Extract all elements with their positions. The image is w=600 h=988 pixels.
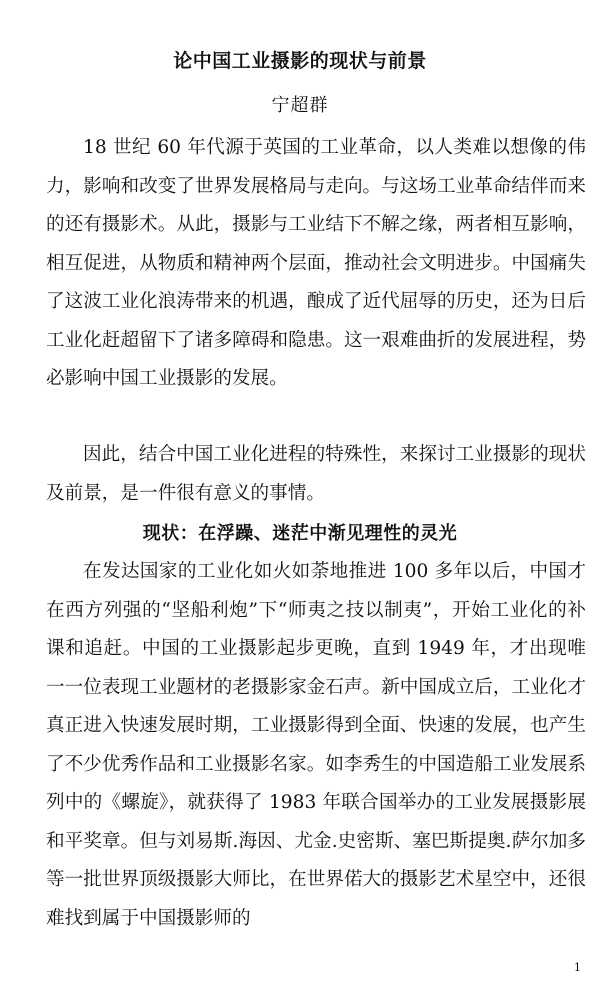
section-heading: 现状：在浮躁、迷茫中渐见理性的灵光 — [142, 523, 458, 544]
document-title: 论中国工业摄影的现状与前景 — [173, 50, 427, 72]
section-paragraph: 在发达国家的工业化如火如荼地推进 100 多年以后，中国才在西方列强的“坚船利炮”下“师夷之技以制夷”，开始工业化的补课和追赶。中国的工业摄影起步更晚，直到 1949 年，才出现唯一一位表现工业题材的老摄影家金石声。新中国成立后，工业化才真正进入快速发展时期，工业摄影得到全面、快速的发展，也产生了不少优秀作品和工业摄影名家。如李秀生的中国造船工业发展系列中的《螺旋》，就获得了 1983 年联合国举办的工业发展摄影展和平奖章。但与刘易斯.海因、尤金.史密斯、塞巴斯提奥.萨尔加多等一批世界顶级摄影大师比，在世界偌大的摄影艺术星空中，还很难找到属于中国摄影师的 — [46, 561, 586, 929]
intro-paragraph-1: 18 世纪 60 年代源于英国的工业革命，以人类难以想像的伟力，影响和改变了世界发展格局与走向。与这场工业革命结伴而来的还有摄影术。从此，摄影与工业结下不解之缘，两者相互影响，相互促进，从物质和精神两个层面，推动社会文明进步。中国痛失了这波工业化浪涛带来的机遇，酿成了近代屈辱的历史，还为日后工业化赶超留下了诸多障碍和隐患。这一艰难曲折的发展进程，势必影响中国工业摄影的发展。 — [46, 137, 586, 389]
intro-paragraph-2: 因此，结合中国工业化进程的特殊性，来探讨工业摄影的现状及前景，是一件很有意义的事情。 — [46, 444, 586, 504]
document-author: 宁超群 — [271, 95, 329, 116]
page-number: 1 — [574, 961, 581, 974]
